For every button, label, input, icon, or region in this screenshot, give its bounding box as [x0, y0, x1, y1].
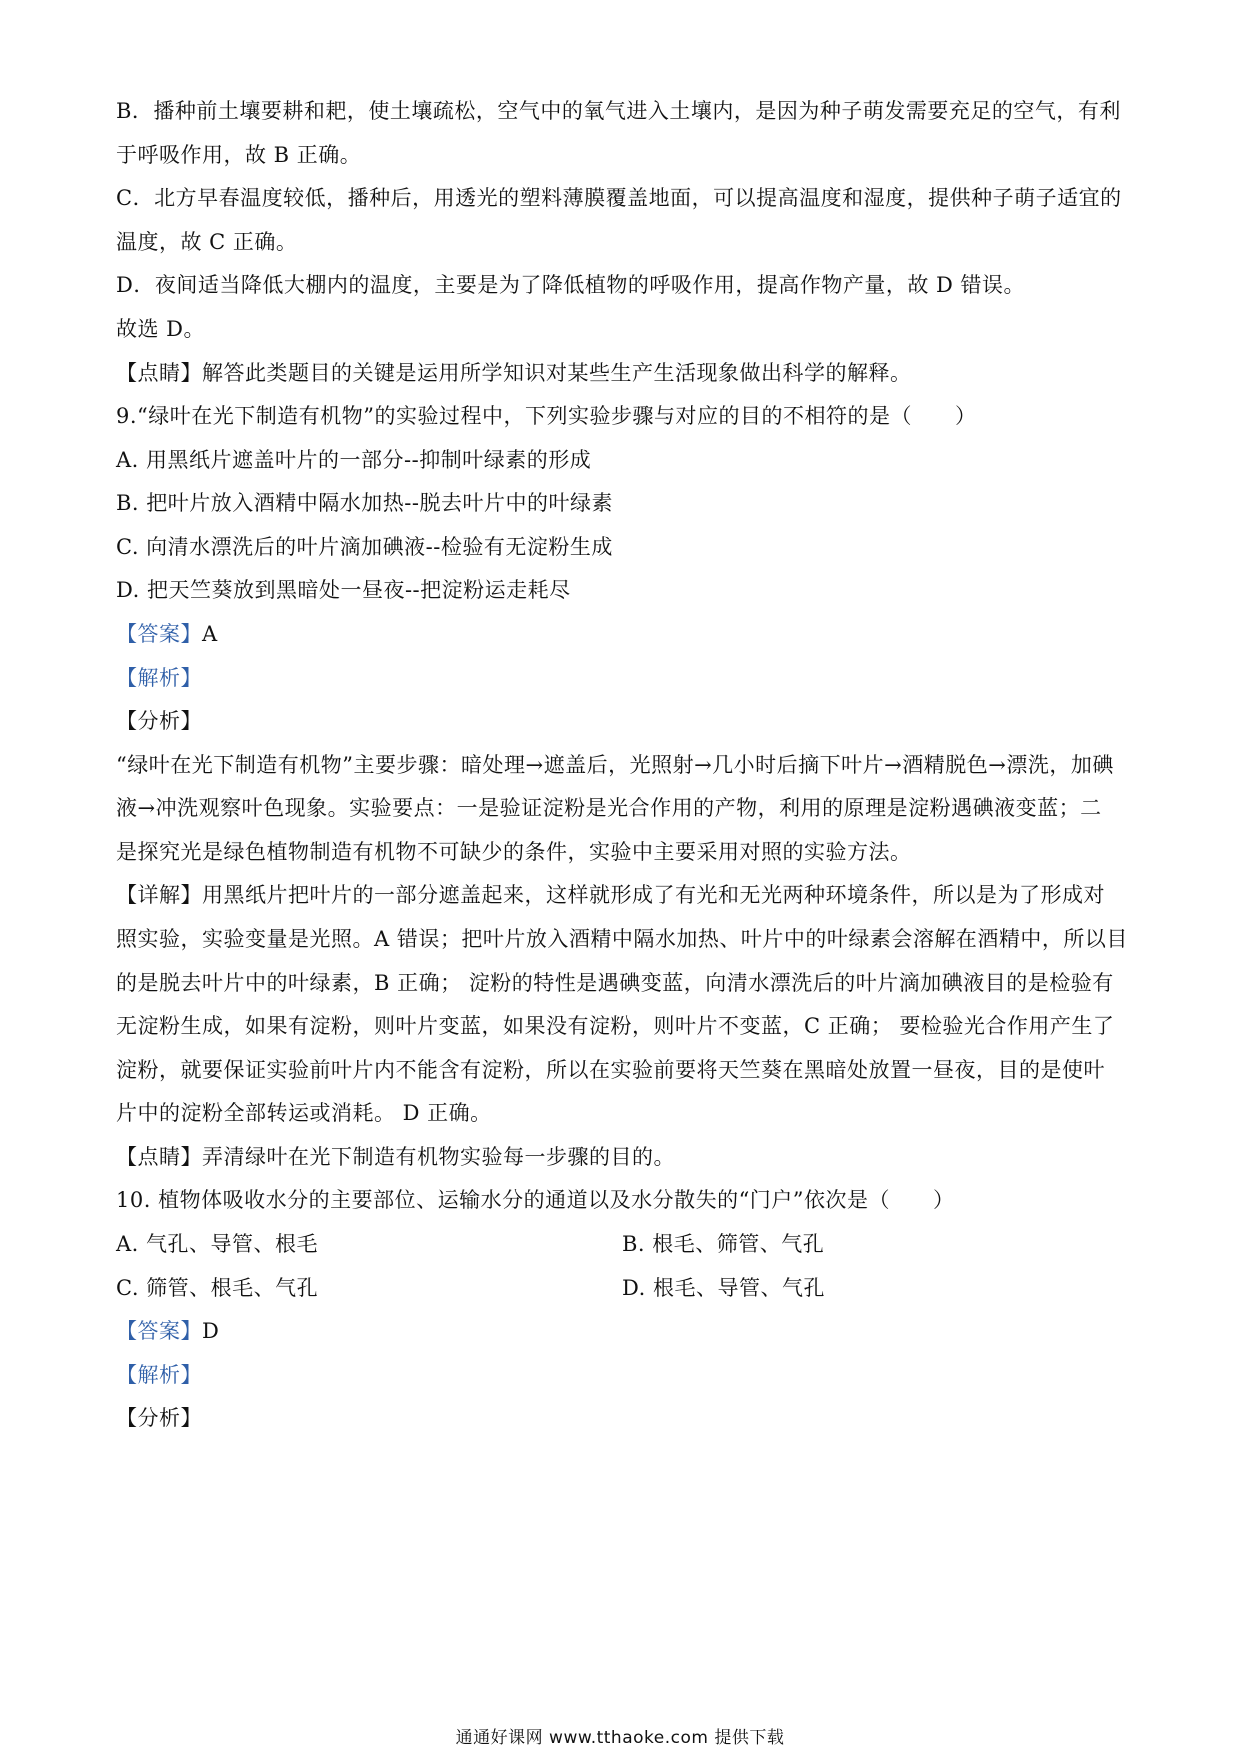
- q10-option-c: C. 筛管、根毛、气孔: [116, 1276, 319, 1300]
- q10-option-a: A. 气孔、导管、根毛: [116, 1232, 319, 1256]
- q10-fenxi-tag: 【分析】: [116, 1406, 202, 1430]
- q8-note: 【点睛】解答此类题目的关键是运用所学知识对某些生产生活现象做出科学的解释。: [116, 361, 912, 385]
- q9-option-a: A. 用黑纸片遮盖叶片的一部分--抑制叶绿素的形成: [116, 448, 592, 472]
- q9-analysis-tag: 【解析】: [116, 666, 202, 690]
- q10-answer-value: D: [202, 1319, 220, 1343]
- q9-answer-tag: 【答案】: [116, 622, 202, 646]
- q10-option-d: D. 根毛、导管、气孔: [622, 1276, 825, 1300]
- q10-option-b: B. 根毛、筛管、气孔: [622, 1232, 825, 1256]
- q8-choose: 故选 D。: [116, 317, 206, 341]
- q9-option-d: D. 把天竺葵放到黑暗处一昼夜--把淀粉运走耗尽: [116, 578, 571, 602]
- q9-detail-line5: 淀粉，就要保证实验前叶片内不能含有淀粉，所以在实验前要将天竺葵在黑暗处放置一昼夜，目的是使叶: [116, 1058, 1105, 1082]
- q9-detail-line6: 片中的淀粉全部转运或消耗。 D 正确。: [116, 1101, 492, 1125]
- q9-fenxi-line2: 液→冲洗观察叶色现象。实验要点：一是验证淀粉是光合作用的产物，利用的原理是淀粉遇碘液变蓝；二: [116, 796, 1102, 820]
- q9-answer-value: A: [202, 622, 218, 646]
- q9-detail-line4: 无淀粉生成，如果有淀粉，则叶片变蓝，如果没有淀粉，则叶片不变蓝，C 正确； 要检验光合作用产生了: [116, 1014, 1115, 1038]
- q9-stem: 9.“绿叶在光下制造有机物”的实验过程中，下列实验步骤与对应的目的不相符的是（ ）: [116, 404, 977, 428]
- q9-detail-line3: 的是脱去叶片中的叶绿素，B 正确； 淀粉的特性是遇碘变蓝，向清水漂洗后的叶片滴加碘液目的是检验有: [116, 971, 1114, 995]
- q10-stem: 10. 植物体吸收水分的主要部位、运输水分的通道以及水分散失的“门户”依次是（ ）: [116, 1188, 955, 1212]
- q9-option-c: C. 向清水漂洗后的叶片滴加碘液--检验有无淀粉生成: [116, 535, 613, 559]
- footer-source: 通通好课网 www.tthaoke.com 提供下载: [455, 1728, 785, 1748]
- q9-option-b: B. 把叶片放入酒精中隔水加热--脱去叶片中的叶绿素: [116, 491, 613, 515]
- q9-answer: [116, 619, 1136, 649]
- q9-fenxi-tag: 【分析】: [116, 709, 202, 733]
- q10-answer: [116, 1316, 1136, 1346]
- q8-option-c-line2: 温度，故 C 正确。: [116, 230, 298, 254]
- q8-option-c-line1: C．北方早春温度较低，播种后，用透光的塑料薄膜覆盖地面，可以提高温度和湿度，提供种子萌子适宜的: [116, 186, 1122, 210]
- q8-option-d: D．夜间适当降低大棚内的温度，主要是为了降低植物的呼吸作用，提高作物产量，故 D 错误。: [116, 273, 1026, 297]
- q9-detail-line1: 【详解】用黑纸片把叶片的一部分遮盖起来，这样就形成了有光和无光两种环境条件，所以是为了形成对: [116, 883, 1105, 907]
- q9-detail-line2: 照实验，实验变量是光照。A 错误；把叶片放入酒精中隔水加热、叶片中的叶绿素会溶解在酒精中，所以目: [116, 927, 1128, 951]
- q9-fenxi-line1: “绿叶在光下制造有机物”主要步骤：暗处理→遮盖后，光照射→几小时后摘下叶片→酒精脱色→漂洗，加碘: [116, 753, 1114, 777]
- q9-fenxi-line3: 是探究光是绿色植物制造有机物不可缺少的条件，实验中主要采用对照的实验方法。: [116, 840, 912, 864]
- q10-analysis-tag: 【解析】: [116, 1363, 202, 1387]
- q8-option-b-line2: 于呼吸作用，故 B 正确。: [116, 143, 362, 167]
- q9-note: 【点睛】弄清绿叶在光下制造有机物实验每一步骤的目的。: [116, 1145, 675, 1169]
- q8-option-b-line1: B．播种前土壤要耕和耙，使土壤疏松，空气中的氧气进入土壤内，是因为种子萌发需要充足的空气，有利: [116, 99, 1121, 123]
- q10-answer-tag: 【答案】: [116, 1319, 202, 1343]
